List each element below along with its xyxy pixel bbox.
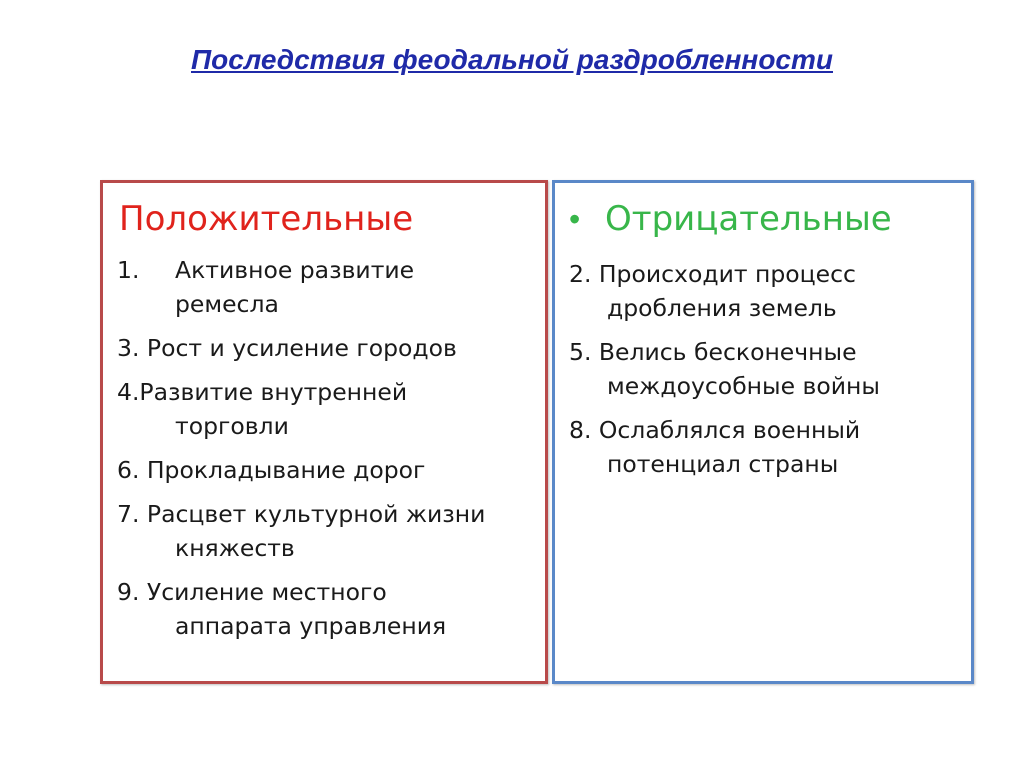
negative-panel [552,180,974,684]
list-item-text: 4.Развитие внутренней [117,378,408,406]
list-item-number: 1. [117,256,140,284]
positive-list [117,253,535,653]
list-item-text-cont: потенциал страны [607,450,839,478]
list-item-text: 7. Расцвет культурной жизни [117,500,486,528]
negative-list [569,257,961,491]
list-item [117,331,535,365]
list-item [569,413,961,481]
list-item [117,453,535,487]
list-item-text: 9. Усиление местного [117,578,387,606]
list-item [569,335,961,403]
list-item-text: 6. Прокладывание дорог [117,456,426,484]
list-item-text-cont: аппарата управления [175,612,447,640]
list-item-text: 5. Велись бесконечные [569,338,857,366]
list-item-text-cont: торговли [175,412,289,440]
list-item-text: 8. Ослаблялся военный [569,416,861,444]
list-item [569,257,961,325]
page-title: Последствия феодальной раздробленности [191,44,833,75]
list-item [117,575,535,643]
bullet-icon: • [569,201,581,237]
list-item [117,375,535,443]
positive-heading: Положительные [119,199,414,239]
list-item-text-cont: дробления земель [607,294,837,322]
list-item-text: Активное развитие [175,256,415,284]
positive-panel [100,180,548,684]
list-item-text-cont: ремесла [175,290,279,318]
list-item-text: 3. Рост и усиление городов [117,334,457,362]
list-item-text: 2. Происходит процесс [569,260,856,288]
list-item [117,497,535,565]
list-item [117,253,535,321]
negative-heading: Отрицательные [605,199,892,239]
list-item-text-cont: междоусобные войны [607,372,880,400]
list-item-text-cont: княжеств [175,534,295,562]
